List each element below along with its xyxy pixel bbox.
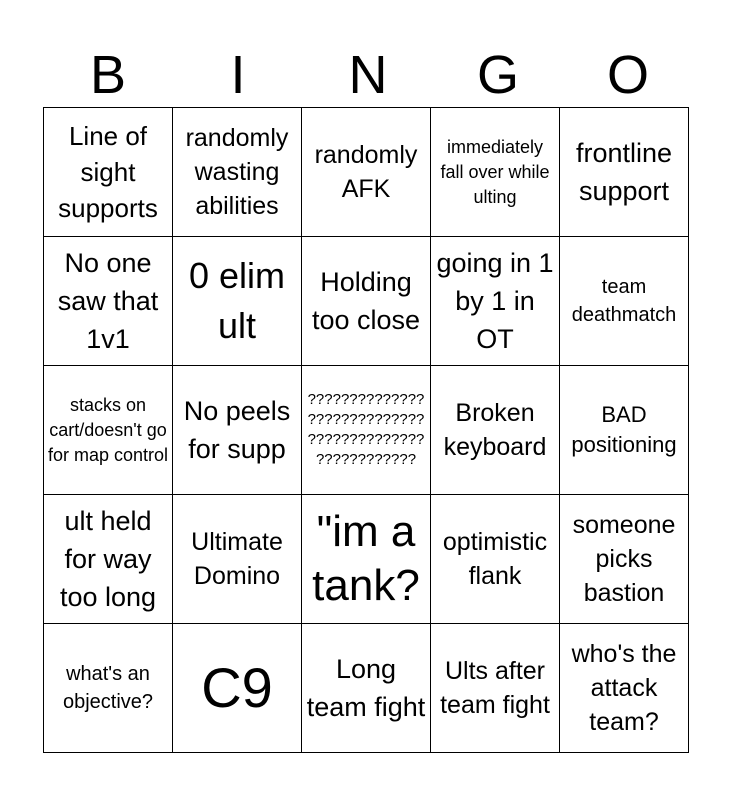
bingo-cell[interactable]: "im a tank? — [302, 495, 431, 624]
bingo-cell[interactable]: randomly AFK — [302, 108, 431, 237]
bingo-cell[interactable]: Line of sight supports — [44, 108, 173, 237]
bingo-cell[interactable]: Long team fight — [302, 624, 431, 753]
bingo-cell[interactable]: Holding too close — [302, 237, 431, 366]
bingo-cell[interactable]: randomly wasting abilities — [173, 108, 302, 237]
header-letter-i: I — [230, 45, 246, 105]
header-letter-o: O — [606, 45, 649, 105]
bingo-cell[interactable]: No one saw that 1v1 — [44, 237, 173, 366]
bingo-cell[interactable]: Ults after team fight — [431, 624, 560, 753]
header-letter-n: N — [348, 45, 388, 105]
board-row — [44, 624, 689, 753]
bingo-cell[interactable]: No peels for supp — [173, 366, 302, 495]
board-row — [44, 495, 689, 624]
bingo-cell[interactable]: immediately fall over while ulting — [431, 108, 560, 237]
bingo-cell[interactable]: team deathmatch — [560, 237, 689, 366]
bingo-cell[interactable]: frontline support — [560, 108, 689, 237]
bingo-board — [43, 107, 689, 753]
bingo-cell[interactable]: ult held for way too long — [44, 495, 173, 624]
bingo-cell[interactable]: C9 — [173, 624, 302, 753]
bingo-cell[interactable]: optimistic flank — [431, 495, 560, 624]
board-row — [44, 366, 689, 495]
bingo-header — [43, 44, 693, 106]
header-letter-b: B — [89, 45, 127, 105]
bingo-cell[interactable]: BAD positioning — [560, 366, 689, 495]
board-row — [44, 237, 689, 366]
header-letter-g: G — [476, 45, 519, 105]
bingo-cell[interactable]: 0 elim ult — [173, 237, 302, 366]
bingo-cell[interactable]: going in 1 by 1 in OT — [431, 237, 560, 366]
bingo-cell[interactable]: stacks on cart/doesn't go for map control — [44, 366, 173, 495]
bingo-cell[interactable]: Broken keyboard — [431, 366, 560, 495]
bingo-cell[interactable]: someone picks bastion — [560, 495, 689, 624]
bingo-cell[interactable]: ?????????????????????????????????????????????????????? — [302, 366, 431, 495]
bingo-cell[interactable]: Ultimate Domino — [173, 495, 302, 624]
bingo-cell[interactable]: who's the attack team? — [560, 624, 689, 753]
board-row — [44, 108, 689, 237]
bingo-cell[interactable]: what's an objective? — [44, 624, 173, 753]
